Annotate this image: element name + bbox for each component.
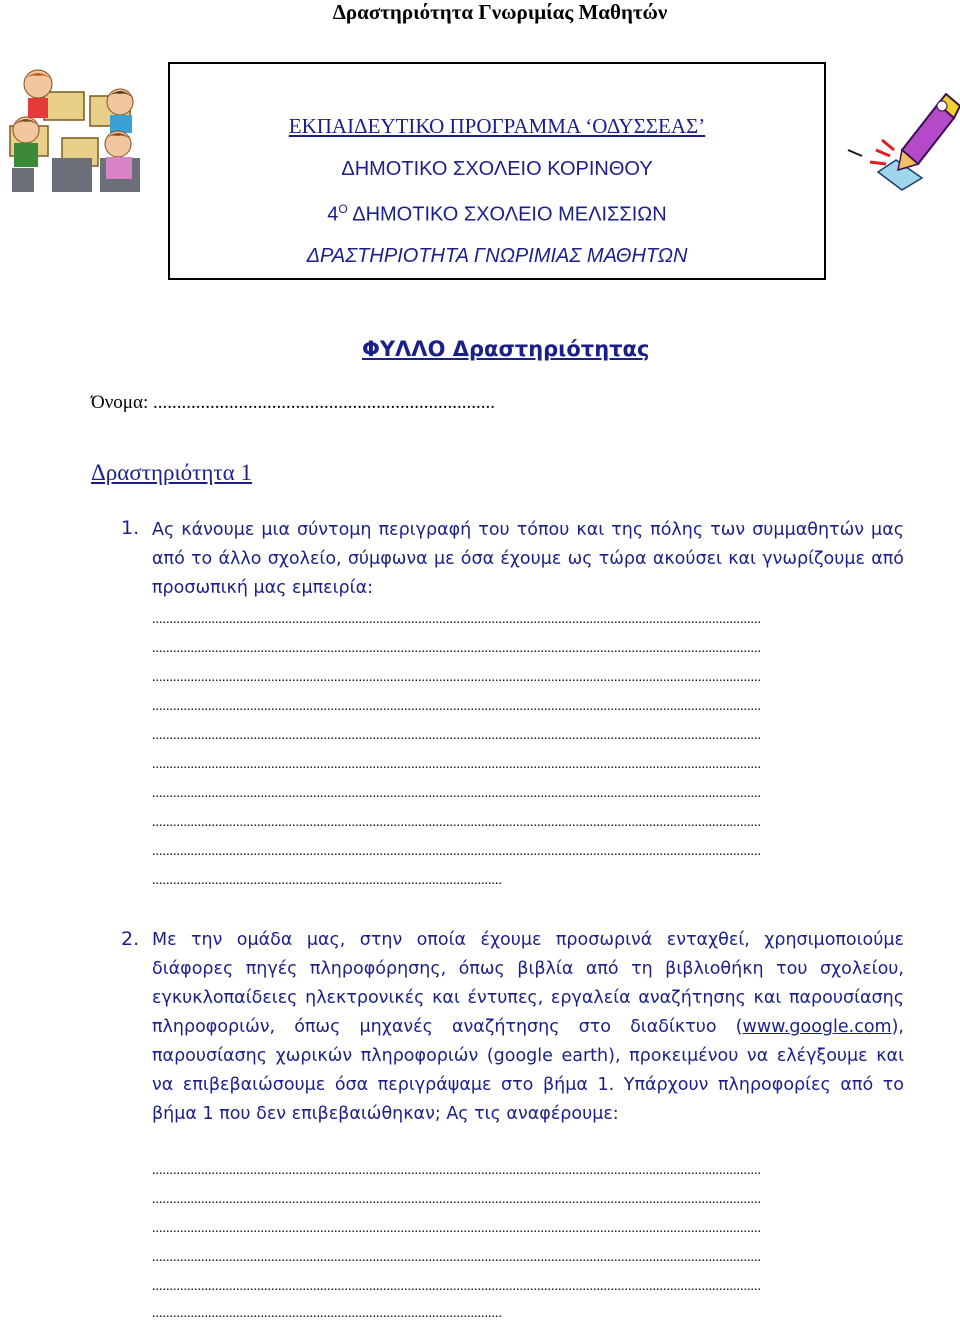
school-korinthos: ΔΗΜΟΤΙΚΟ ΣΧΟΛΕΙΟ ΚΟΡΙΝΘΟΥ — [341, 158, 653, 180]
answer-line: .............................................................................................................................................................................. — [152, 1221, 761, 1236]
answer-line: .............................................................................................................................................................................. — [152, 641, 761, 656]
program-banner — [168, 62, 826, 280]
activity-heading: Δραστηριότητα 1 — [91, 460, 252, 485]
question-1-number: 1. — [121, 517, 140, 539]
page-header-title: Δραστηριότητα Γνωριμίας Μαθητών — [332, 0, 668, 24]
question-2-number: 2. — [121, 928, 140, 950]
pencil-writing-clipart — [842, 90, 960, 202]
name-field: Όνομα: ........................................................................ — [91, 392, 495, 413]
answer-line: .............................................................................................................................................................................. — [152, 1250, 761, 1265]
answer-line: .............................................................................................................................................................................. — [152, 844, 761, 859]
activity-title: ΔΡΑΣΤΗΡΙΟΤΗΤΑ ΓΝΩΡΙΜΙΑΣ ΜΑΘΗΤΩΝ — [306, 245, 688, 267]
answer-line-short: .................................................................................................... — [152, 1306, 502, 1321]
answer-line-short: .................................................................................................... — [152, 873, 502, 888]
answer-line: .............................................................................................................................................................................. — [152, 699, 761, 714]
answer-line: .............................................................................................................................................................................. — [152, 612, 761, 627]
sheet-title: ΦΥΛΛΟ Δραστηριότητας — [362, 337, 650, 361]
google-link[interactable]: www.google.com — [742, 1017, 892, 1037]
question-1-text: Ας κάνουμε μια σύντομη περιγραφή του τόπου και της πόλης των συμμαθητών μας από το άλλο σχολείο, σύμφωνα με όσα έχουμε ως τώρα ακούσει και γνωρίζουμε από προσωπική μας εμπειρία: — [152, 520, 904, 598]
answer-line: .............................................................................................................................................................................. — [152, 670, 761, 685]
answer-line: .............................................................................................................................................................................. — [152, 1279, 761, 1294]
answer-line: .............................................................................................................................................................................. — [152, 815, 761, 830]
children-reading-clipart — [2, 66, 152, 198]
program-title: ΕΚΠΑΙΔΕΥΤΙΚΟ ΠΡΟΓΡΑΜΜΑ ‘ΟΔΥΣΣΕΑΣ’ — [288, 114, 706, 138]
answer-line: .............................................................................................................................................................................. — [152, 1163, 761, 1178]
school-melissia: $4^O$ ΔΗΜΟΤΙΚΟ ΣΧΟΛΕΙΟ ΜΕΛΙΣΣΙΩΝ — [327, 202, 667, 226]
question-2-text: Με την ομάδα μας, στην οποία έχουμε προσωρινά ενταχθεί, χρησιμοποιούμε διάφορες πηγές πληροφόρησης, όπως βιβλία από τη βιβλιοθήκη του σχολείου, εγκυκλοπαίδειες ηλεκτρονικές και έντυπες, εργαλεία αναζήτησης και παρουσίασης πληροφοριών, όπως μηχανές αναζήτησης στο διαδίκτυο (www.google.com), παρουσίασης χωρικών πληροφοριών (google earth), προκειμένου να ελέγξουμε και να επιβεβαιώσουμε όσα περιγράψαμε στο βήμα 1. Υπάρχουν πληροφορίες από το βήμα 1 που δεν επιβεβαιώθηκαν; Ας τις αναφέρουμε: — [152, 930, 904, 1124]
answer-line: .............................................................................................................................................................................. — [152, 728, 761, 743]
answer-line: .............................................................................................................................................................................. — [152, 786, 761, 801]
answer-line: .............................................................................................................................................................................. — [152, 1192, 761, 1207]
answer-line: .............................................................................................................................................................................. — [152, 757, 761, 772]
